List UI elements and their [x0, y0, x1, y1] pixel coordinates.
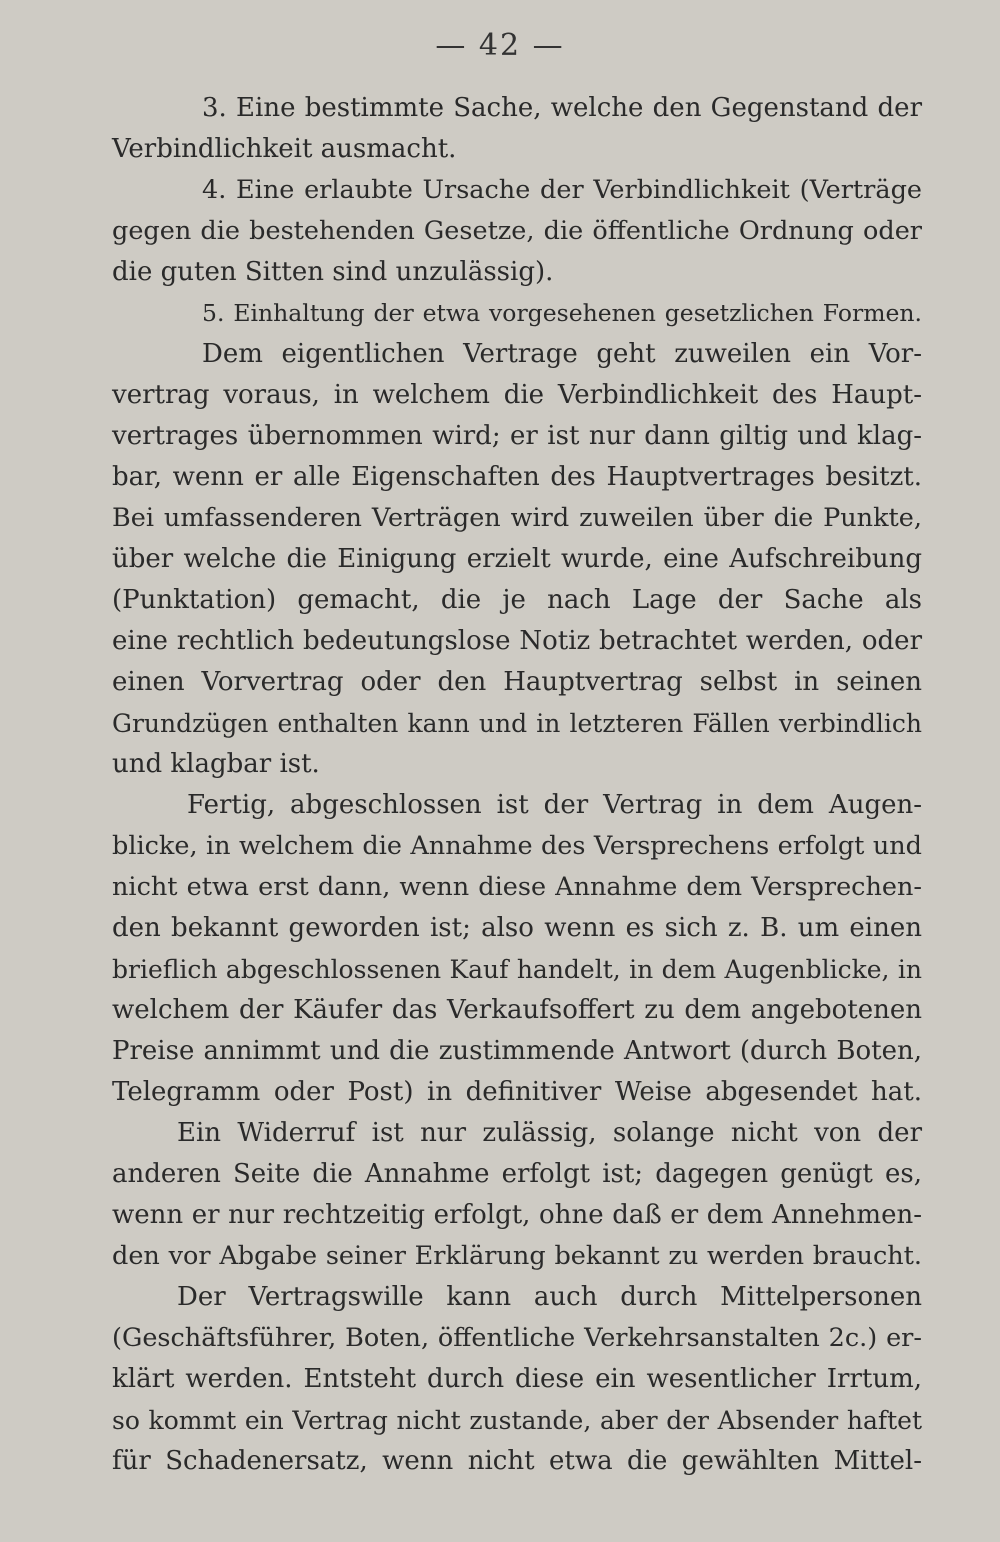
text-line: anderen Seite die Annahme erfolgt ist; dagegen genügt es, — [112, 1159, 922, 1189]
text-line: brieflich abgeschlossenen Kauf handelt, in dem Augenblicke, in — [112, 955, 922, 984]
text-line: die guten Sitten sind unzulässig). — [112, 257, 554, 287]
text-line: so kommt ein Vertrag nicht zustande, aber der Absender haftet — [112, 1406, 922, 1435]
text-line: und klagbar ist. — [112, 749, 320, 779]
text-line: 3. Eine bestimmte Sache, welche den Gegenstand der — [202, 93, 922, 123]
text-line: Fertig, abgeschlossen ist der Vertrag in dem Augen- — [187, 790, 922, 820]
text-line: (Geschäftsführer, Boten, öffentliche Verkehrsanstalten 2c.) er- — [112, 1323, 922, 1353]
text-line: 5. Einhaltung der etwa vorgesehenen gesetzlichen Formen. — [202, 299, 922, 327]
text-line: Preise annimmt und die zustimmende Antwort (durch Boten, — [112, 1036, 922, 1066]
text-line: Verbindlichkeit ausmacht. — [112, 134, 457, 164]
text-line: blicke, in welchem die Annahme des Versprechens erfolgt und — [112, 831, 922, 861]
text-line: bar, wenn er alle Eigenschaften des Hauptvertrages besitzt. — [112, 462, 922, 492]
text-line: welchem der Käufer das Verkaufsoffert zu dem angebotenen — [112, 995, 922, 1025]
text-line: Grundzügen enthalten kann und in letzteren Fällen verbindlich — [112, 709, 922, 738]
text-line: Ein Widerruf ist nur zulässig, solange nicht von der — [177, 1118, 922, 1148]
text-line: den bekannt geworden ist; also wenn es sich z. B. um einen — [112, 913, 922, 943]
text-line: den vor Abgabe seiner Erklärung bekannt zu werden braucht. — [112, 1241, 922, 1271]
text-line: klärt werden. Entsteht durch diese ein wesentlicher Irrtum, — [112, 1364, 922, 1394]
text-line: (Punktation) gemacht, die je nach Lage der Sache als — [112, 585, 922, 615]
page-number: — 42 — — [435, 28, 565, 63]
text-line: für Schadenersatz, wenn nicht etwa die gewählten Mittel- — [112, 1446, 922, 1476]
body-text — [112, 88, 922, 1482]
text-line: Dem eigentlichen Vertrage geht zuweilen ein Vor- — [202, 339, 922, 369]
text-line: einen Vorvertrag oder den Hauptvertrag selbst in seinen — [112, 667, 922, 697]
text-line: Bei umfassenderen Verträgen wird zuweilen über die Punkte, — [112, 503, 922, 533]
text-line: über welche die Einigung erzielt wurde, eine Aufschreibung — [112, 544, 922, 574]
text-line: Der Vertragswille kann auch durch Mittelpersonen — [177, 1282, 922, 1312]
text-line: gegen die bestehenden Gesetze, die öffentliche Ordnung oder — [112, 216, 922, 246]
text-line: eine rechtlich bedeutungslose Notiz betrachtet werden, oder — [112, 626, 922, 656]
text-line: Telegramm oder Post) in definitiver Weise abgesendet hat. — [112, 1077, 922, 1107]
text-line: wenn er nur rechtzeitig erfolgt, ohne daß er dem Annehmen- — [112, 1200, 922, 1230]
text-line: vertrag voraus, in welchem die Verbindlichkeit des Haupt- — [112, 380, 922, 410]
text-line: nicht etwa erst dann, wenn diese Annahme dem Versprechen- — [112, 872, 922, 902]
text-line: vertrages übernommen wird; er ist nur dann giltig und klag- — [112, 421, 922, 451]
text-line: 4. Eine erlaubte Ursache der Verbindlichkeit (Verträge — [202, 175, 922, 205]
